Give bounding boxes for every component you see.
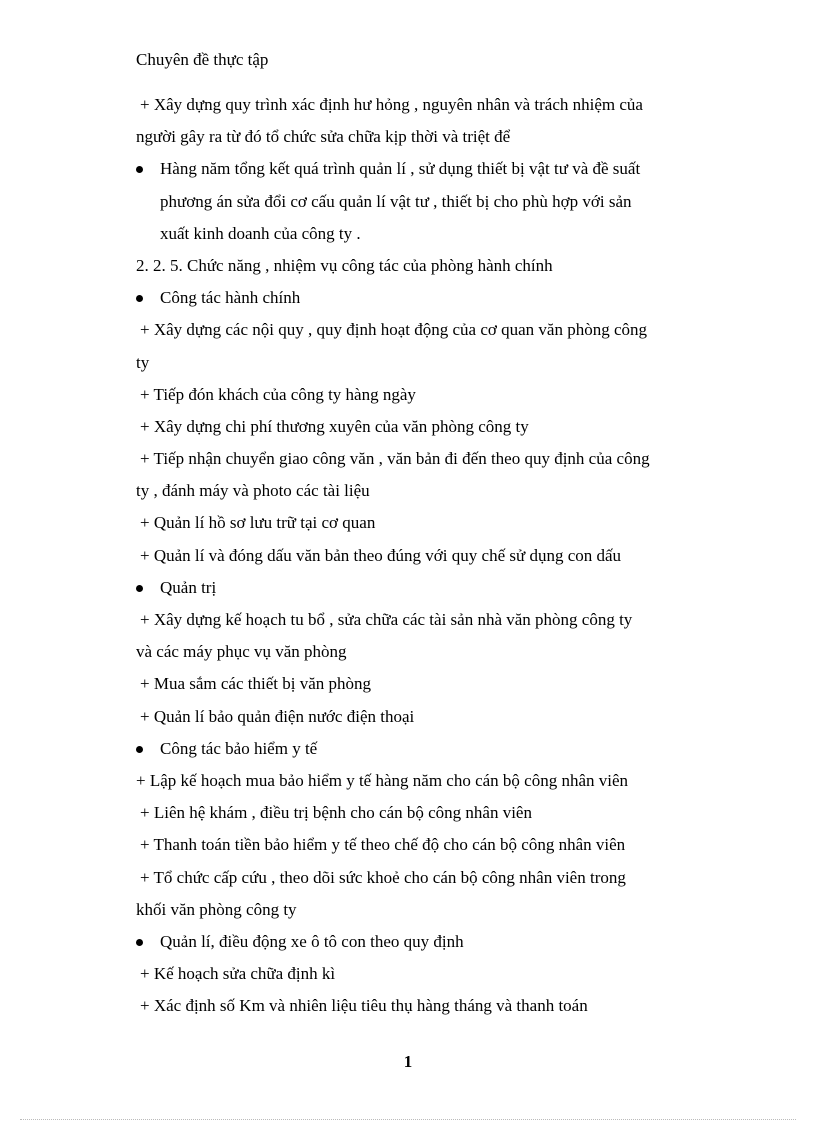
bullet-dot-icon [136,585,143,592]
line-text: và các máy phục vụ văn phòng [136,642,347,662]
line-text: Quản lí, điều động xe ô tô con theo quy định [160,931,464,951]
line-text: + Quản lí hồ sơ lưu trữ tại cơ quan [140,513,376,533]
line-text: 2. 2. 5. Chức năng , nhiệm vụ công tác của phòng hành chính [136,255,553,275]
bullet-item [136,930,721,962]
text-line [136,898,721,930]
line-text: Công tác hành chính [160,288,301,308]
line-text: + Xây dựng kế hoạch tu bổ , sửa chữa các tài sản nhà văn phòng công ty [140,610,633,629]
line-text: + Xác định số Km và nhiên liệu tiêu thụ hàng tháng và thanh toán [140,996,588,1016]
line-text: + Liên hệ khám , điều trị bệnh cho cán bộ công nhân viên [140,803,532,823]
line-text: + Tiếp nhận chuyển giao công văn , văn bản đi đến theo quy định của công [140,449,650,469]
text-line [136,415,721,447]
text-line [136,190,721,222]
line-text: + Mua sắm các thiết bị văn phòng [140,674,372,694]
text-line [136,833,721,865]
line-text: + Xây dựng quy trình xác định hư hỏng , nguyên nhân và trách nhiệm của [140,95,643,114]
text-line [136,608,721,640]
bullet-dot-icon [136,939,143,946]
bullet-item [136,737,721,769]
text-line [136,479,721,511]
text-line [136,222,721,254]
text-line [136,125,721,157]
line-text: khối văn phòng công ty [136,899,297,919]
section-heading [136,254,721,286]
document-body [136,93,721,1026]
bullet-item [136,576,721,608]
line-text: ty [136,352,150,372]
line-text: + Quản lí bảo quản điện nước điện thoại [140,706,415,726]
text-line [136,866,721,898]
text-line [136,962,721,994]
text-line [136,93,721,125]
text-line [136,511,721,543]
bullet-dot-icon [136,166,143,173]
line-text: + Tổ chức cấp cứu , theo dõi sức khoẻ cho cán bộ công nhân viên trong [140,867,626,887]
bullet-item [136,286,721,318]
line-text: + Xây dựng các nội quy , quy định hoạt động của cơ quan văn phòng công [140,320,647,340]
line-text: Quản trị [160,577,217,597]
text-line [136,801,721,833]
line-text: + Lập kế hoạch mua bảo hiểm y tế hàng năm cho cán bộ công nhân viên [136,770,629,790]
line-text: phương án sửa đổi cơ cấu quản lí vật tư , thiết bị cho phù hợp với sản [160,191,632,211]
page-bottom-rule [20,1119,796,1120]
text-line [136,447,721,479]
text-line [136,994,721,1026]
line-text: + Tiếp đón khách của công ty hàng ngày [140,384,416,404]
bullet-dot-icon [136,295,143,302]
page-header: Chuyên đề thực tập [136,50,269,69]
line-text: Hàng năm tổng kết quá trình quản lí , sử dụng thiết bị vật tư và đề suất [160,159,641,179]
text-line [136,383,721,415]
bullet-dot-icon [136,746,143,753]
line-text: + Kế hoạch sửa chữa định kì [140,964,336,984]
text-line [136,672,721,704]
text-line [136,705,721,737]
line-text: + Xây dựng chi phí thương xuyên của văn phòng công ty [140,416,529,436]
bullet-item [136,157,721,189]
text-line [136,351,721,383]
line-text: ty , đánh máy và photo các tài liệu [136,481,370,501]
line-text: Công tác bảo hiểm y tế [160,738,318,758]
text-line [136,544,721,576]
text-line [136,769,721,801]
line-text: người gây ra từ đó tổ chức sửa chữa kịp thời và triệt để [136,127,511,147]
text-line [136,318,721,350]
line-text: xuất kinh doanh của công ty . [160,223,361,243]
text-line [136,640,721,672]
line-text: + Thanh toán tiền bảo hiểm y tế theo chế độ cho cán bộ công nhân viên [140,835,626,855]
line-text: + Quản lí và đóng dấu văn bản theo đúng với quy chế sử dụng con dấu [140,545,622,565]
page-number: 1 [403,1052,413,1071]
